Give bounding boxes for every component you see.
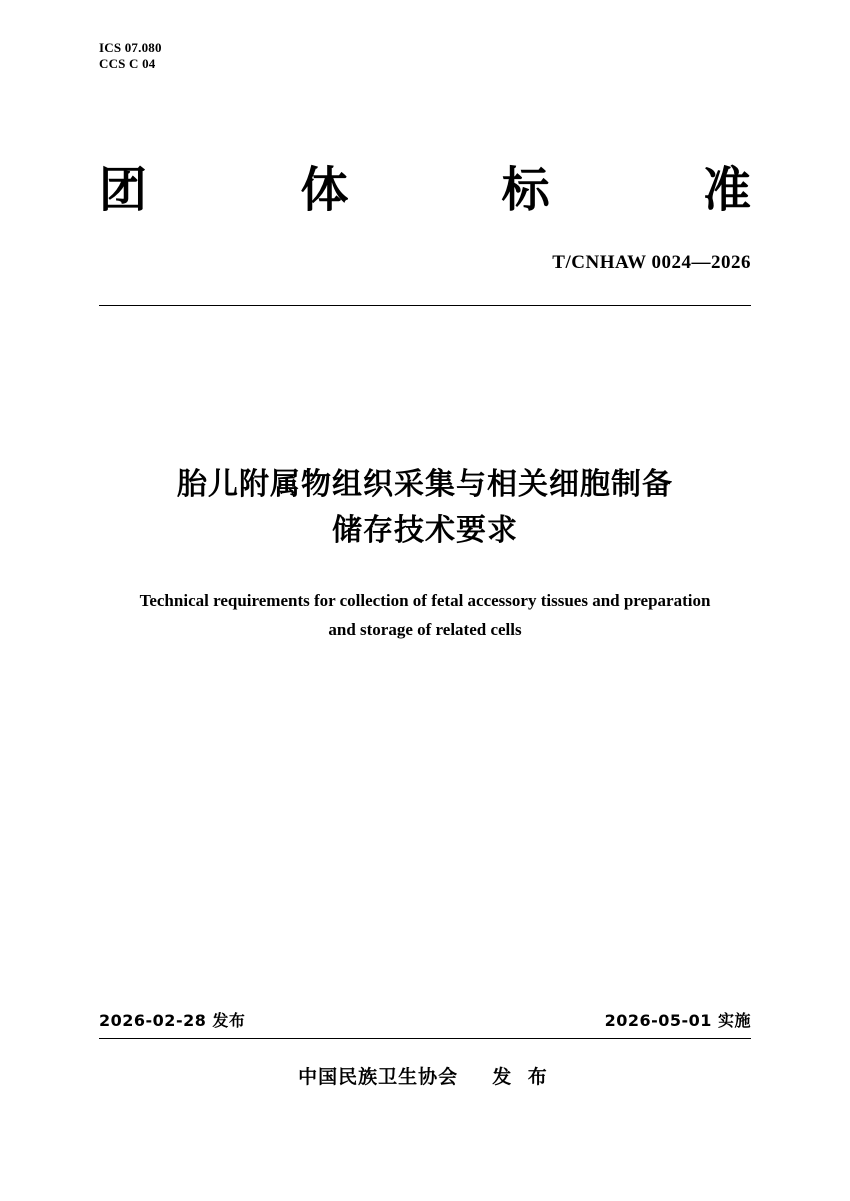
dates-row bbox=[99, 1008, 751, 1031]
standard-type-char-3: 标 bbox=[501, 162, 550, 218]
issue-date: 2026-02-28 发布 bbox=[99, 1011, 246, 1030]
publisher-row bbox=[99, 1062, 751, 1089]
ccs-code: CCS C 04 bbox=[99, 56, 156, 71]
effective-date: 2026-05-01 实施 bbox=[604, 1011, 751, 1030]
publisher-name: 中国民族卫生协会 bbox=[298, 1066, 459, 1088]
footer-divider bbox=[99, 1038, 751, 1039]
standard-type-heading bbox=[99, 160, 751, 220]
header-divider bbox=[99, 305, 751, 306]
standard-type-char-4: 准 bbox=[702, 162, 751, 218]
ics-code: ICS 07.080 bbox=[99, 40, 162, 55]
title-chinese-line-1: 胎儿附属物组织采集与相关细胞制备 bbox=[177, 467, 673, 502]
title-english-line-1: Technical requirements for collection of fetal accessory tissues and preparation bbox=[139, 591, 711, 610]
standard-type-char-2: 体 bbox=[300, 162, 349, 218]
title-chinese-line-2: 储存技术要求 bbox=[332, 513, 518, 548]
title-english-line-2: and storage of related cells bbox=[328, 620, 522, 639]
title-english bbox=[99, 586, 751, 644]
classification-block bbox=[99, 40, 162, 72]
publisher-action: 发 布 bbox=[492, 1066, 552, 1088]
standard-number: T/CNHAW 0024—2026 bbox=[552, 252, 751, 273]
standard-type-char-1: 团 bbox=[99, 162, 148, 218]
title-chinese bbox=[99, 462, 751, 554]
